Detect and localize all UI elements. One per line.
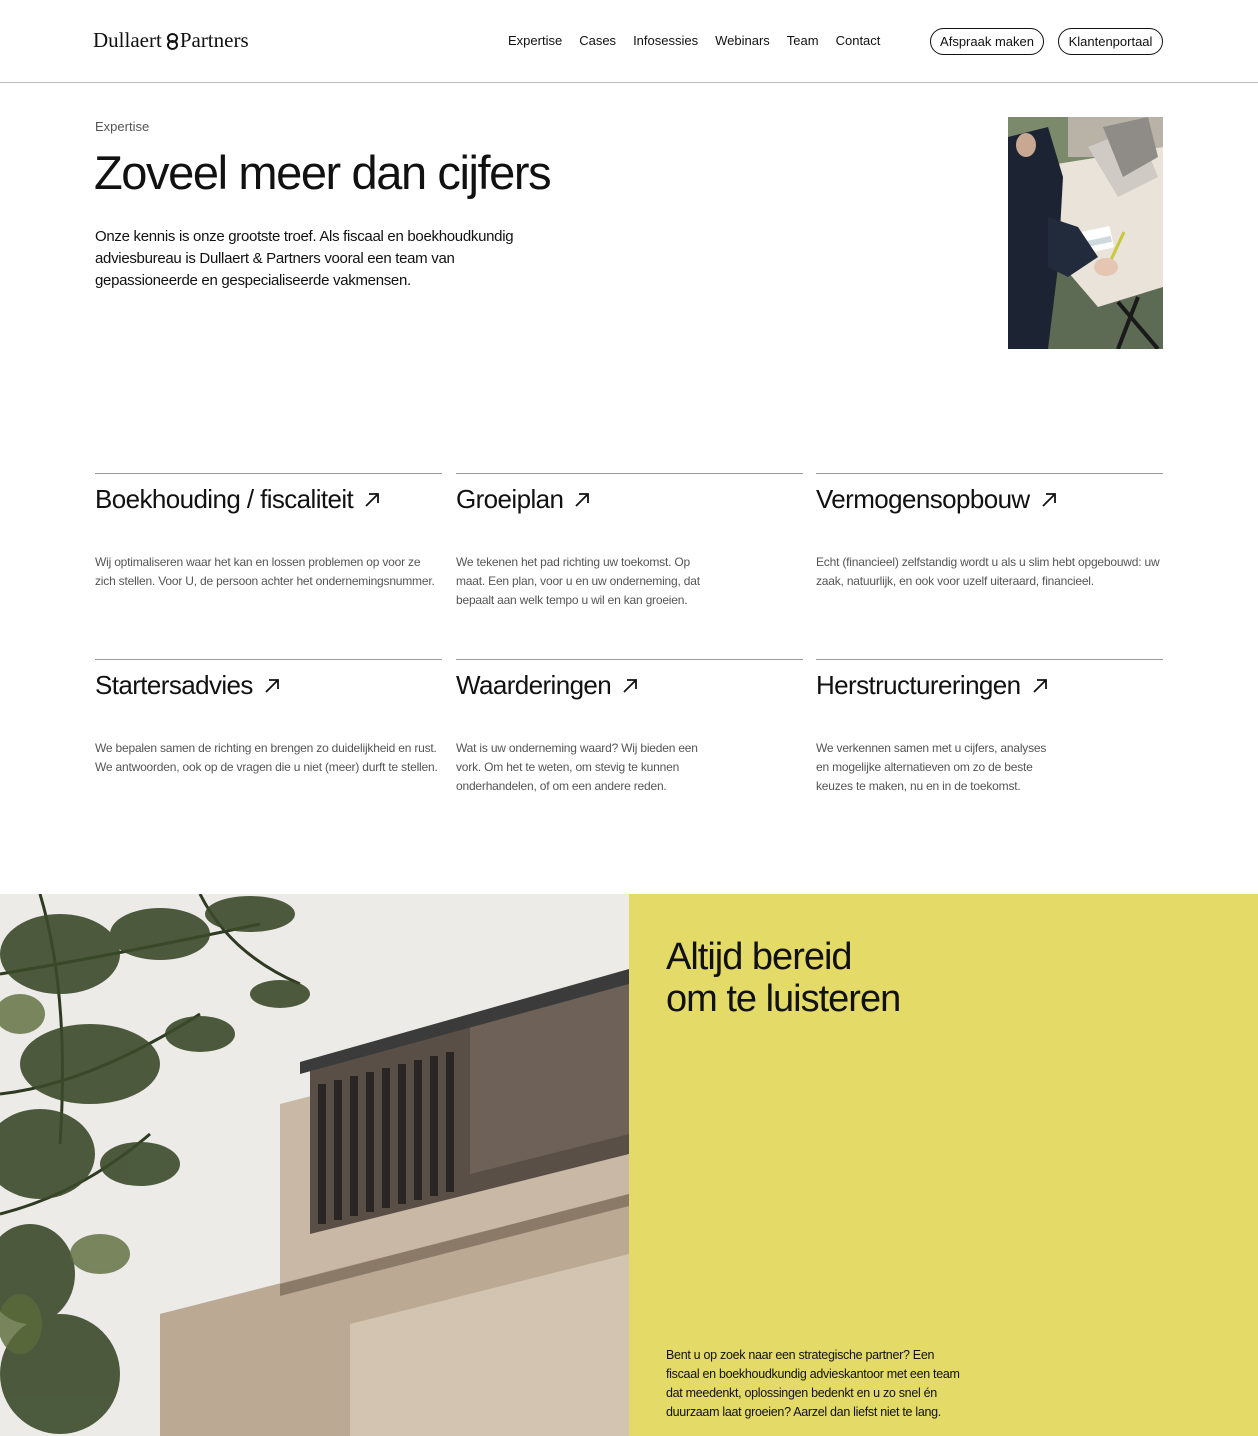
nav-item-expertise[interactable]: Expertise <box>508 33 563 48</box>
nav-item-cases[interactable]: Cases <box>579 33 617 48</box>
arrow-up-right-icon <box>1031 677 1049 695</box>
hero-meeting-photo <box>1008 117 1163 349</box>
site-header <box>0 0 1258 83</box>
service-title[interactable] <box>456 484 803 515</box>
arrow-up-right-icon <box>263 677 281 695</box>
service-description: Echt (financieel) zelfstandig wordt u als u slim hebt opgebouwd: uw zaak, natuurlijk, en ook voor uzelf uiteraard, financieel. <box>816 555 1160 588</box>
arrow-up-right-icon <box>363 491 381 509</box>
arrow-up-right-icon <box>573 491 591 509</box>
service-description: We verkennen samen met u cijfers, analyses en mogelijke alternatieven om zo de beste keuzes te maken, nu en in de toekomst. <box>816 741 1047 793</box>
service-description: We bepalen samen de richting en brengen zo duidelijkheid en rust. We antwoorden, ook op de vragen die u niet (meer) durft te stellen. <box>95 741 438 774</box>
service-card-herstructureringen[interactable] <box>816 659 1163 796</box>
page-title: Zoveel meer dan cijfers <box>94 146 551 199</box>
nav-item-webinars[interactable]: Webinars <box>715 33 770 48</box>
service-title[interactable] <box>816 484 1163 515</box>
arrow-up-right-icon <box>621 677 639 695</box>
service-title-text: Boekhouding / fiscaliteit <box>95 484 354 514</box>
service-title-text: Startersadvies <box>95 670 253 700</box>
service-title-text: Vermogensopbouw <box>816 484 1030 514</box>
logo-text-right: Partners <box>179 28 249 52</box>
service-description: Wij optimaliseren waar het kan en lossen problemen op voor ze zich stellen. Voor U, de persoon achter het ondernemingsnummer. <box>95 555 435 588</box>
nav-item-infosessies[interactable]: Infosessies <box>633 33 699 48</box>
service-description: Wat is uw onderneming waard? Wij bieden een vork. Om het te weten, om stevig te kunnen onderhandelen, of om een andere reden. <box>456 741 698 793</box>
client-portal-button[interactable]: Klantenportaal <box>1058 28 1163 55</box>
breadcrumb: Expertise <box>95 119 150 134</box>
service-title[interactable] <box>816 670 1163 701</box>
listen-text: Bent u op zoek naar een strategische partner? Een fiscaal en boekhoudkundig advieskantoor met een team dat meedenkt, oplossingen bedenkt en u zo snel én duurzaam laat groeien? Aarzel dan liefst niet te lang. <box>666 1348 960 1419</box>
listen-title-line1: Altijd bereid <box>666 936 852 978</box>
office-building-photo <box>0 894 629 1436</box>
service-title-text: Groeiplan <box>456 484 564 514</box>
nav-item-team[interactable]: Team <box>786 33 819 48</box>
service-title[interactable] <box>95 484 442 515</box>
main-nav <box>508 33 897 48</box>
arrow-up-right-icon <box>1040 491 1058 509</box>
service-card-startersadvies[interactable] <box>95 659 442 777</box>
listen-section <box>629 894 1258 1436</box>
service-card-waarderingen[interactable] <box>456 659 803 796</box>
nav-item-contact[interactable]: Contact <box>835 33 881 48</box>
listen-title-line2: om te luisteren <box>666 978 901 1020</box>
service-title[interactable] <box>95 670 442 701</box>
appointment-button[interactable]: Afspraak maken <box>930 28 1044 55</box>
service-card-vermogensopbouw[interactable] <box>816 473 1163 591</box>
listen-title <box>666 936 1066 1020</box>
logo-ampersand-icon <box>166 33 176 48</box>
service-title-text: Herstructureringen <box>816 670 1021 700</box>
service-card-boekhouding[interactable] <box>95 473 442 591</box>
logo-text-left: Dullaert <box>93 28 162 52</box>
service-title[interactable] <box>456 670 803 701</box>
service-title-text: Waarderingen <box>456 670 612 700</box>
service-card-groeiplan[interactable] <box>456 473 803 610</box>
service-description: We tekenen het pad richting uw toekomst. Op maat. Een plan, voor u en uw onderneming, dat bepaalt aan welk tempo u wil en kan groeien. <box>456 555 700 607</box>
logo[interactable] <box>93 28 249 53</box>
hero-intro: Onze kennis is onze grootste troef. Als fiscaal en boekhoudkundig adviesbureau is Dullaert & Partners vooral een team van gepassioneerde en gespecialiseerde vakmensen. <box>95 228 514 289</box>
